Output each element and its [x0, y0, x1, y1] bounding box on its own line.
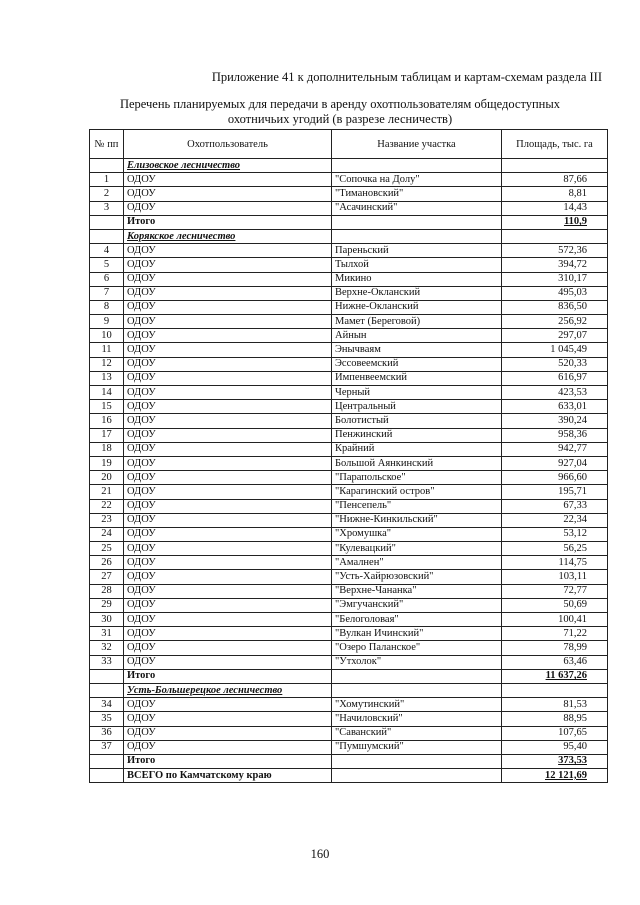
- row-site-name: "Саванский": [332, 726, 502, 740]
- row-number: 6: [90, 272, 124, 286]
- table-body: [90, 159, 608, 783]
- row-number: 5: [90, 258, 124, 272]
- table-row: [90, 740, 608, 754]
- row-area: 572,36: [502, 244, 608, 258]
- table-row: [90, 471, 608, 485]
- row-site-name: [332, 754, 502, 768]
- table-row: [90, 357, 608, 371]
- section-label: Елизовское лесничество: [124, 159, 332, 173]
- table-row: [90, 329, 608, 343]
- row-area: 256,92: [502, 315, 608, 329]
- section-label: Корякское лесничество: [124, 229, 332, 243]
- row-user: ОДОУ: [124, 201, 332, 215]
- row-site-name: Центральный: [332, 400, 502, 414]
- row-site-name: "Тимановский": [332, 187, 502, 201]
- row-number: 31: [90, 627, 124, 641]
- row-site-name: Тылхой: [332, 258, 502, 272]
- subtotal-label: Итого: [124, 754, 332, 768]
- row-area: 390,24: [502, 414, 608, 428]
- subtotal-label: Итого: [124, 669, 332, 683]
- row-site-name: "Эмгучанский": [332, 598, 502, 612]
- row-user: ОДОУ: [124, 485, 332, 499]
- row-user: ОДОУ: [124, 329, 332, 343]
- table-row: [90, 442, 608, 456]
- row-user: ОДОУ: [124, 655, 332, 669]
- subtotal-row: [90, 215, 608, 229]
- table-row: [90, 272, 608, 286]
- row-number: [90, 754, 124, 768]
- row-area: 958,36: [502, 428, 608, 442]
- row-user: ОДОУ: [124, 357, 332, 371]
- row-user: ОДОУ: [124, 286, 332, 300]
- row-user: ОДОУ: [124, 371, 332, 385]
- row-site-name: "Белоголовая": [332, 613, 502, 627]
- row-area: 114,75: [502, 556, 608, 570]
- row-number: 25: [90, 542, 124, 556]
- row-site-name: "Озеро Паланское": [332, 641, 502, 655]
- table-row: [90, 655, 608, 669]
- row-area: 8,81: [502, 187, 608, 201]
- row-number: 36: [90, 726, 124, 740]
- row-number: 10: [90, 329, 124, 343]
- row-user: ОДОУ: [124, 613, 332, 627]
- row-user: ОДОУ: [124, 272, 332, 286]
- table-row: [90, 513, 608, 527]
- column-header-user: Охотпользователь: [124, 130, 332, 159]
- row-site-name: [332, 769, 502, 783]
- row-site-name: [332, 683, 502, 697]
- row-user: ОДОУ: [124, 584, 332, 598]
- row-number: 26: [90, 556, 124, 570]
- row-area: 71,22: [502, 627, 608, 641]
- row-number: 1: [90, 173, 124, 187]
- row-area: 107,65: [502, 726, 608, 740]
- row-site-name: Крайний: [332, 442, 502, 456]
- table-row: [90, 584, 608, 598]
- row-number: 37: [90, 740, 124, 754]
- row-number: 24: [90, 527, 124, 541]
- row-number: [90, 669, 124, 683]
- row-user: ОДОУ: [124, 428, 332, 442]
- row-area: 88,95: [502, 712, 608, 726]
- row-number: 20: [90, 471, 124, 485]
- row-area: 56,25: [502, 542, 608, 556]
- document-title: [80, 97, 600, 127]
- row-site-name: Большой Аянкинский: [332, 456, 502, 470]
- row-number: 14: [90, 386, 124, 400]
- row-number: [90, 229, 124, 243]
- row-site-name: "Сопочка на Долу": [332, 173, 502, 187]
- table-row: [90, 726, 608, 740]
- row-site-name: "Нижне-Кинкильский": [332, 513, 502, 527]
- row-area: 50,69: [502, 598, 608, 612]
- row-area: 310,17: [502, 272, 608, 286]
- row-area: 633,01: [502, 400, 608, 414]
- row-user: ОДОУ: [124, 598, 332, 612]
- row-area: 81,53: [502, 698, 608, 712]
- row-number: 13: [90, 371, 124, 385]
- column-header-number: № пп: [90, 130, 124, 159]
- row-number: 27: [90, 570, 124, 584]
- row-area: 836,50: [502, 300, 608, 314]
- row-site-name: "Хромушка": [332, 527, 502, 541]
- row-user: ОДОУ: [124, 315, 332, 329]
- table-row: [90, 315, 608, 329]
- row-area: [502, 683, 608, 697]
- table-row: [90, 627, 608, 641]
- row-area: 22,34: [502, 513, 608, 527]
- table-row: [90, 343, 608, 357]
- table-row: [90, 712, 608, 726]
- row-area: 53,12: [502, 527, 608, 541]
- row-site-name: "Пумшумский": [332, 740, 502, 754]
- table-row: [90, 414, 608, 428]
- row-user: ОДОУ: [124, 343, 332, 357]
- row-number: 30: [90, 613, 124, 627]
- subtotal-area: 11 637,26: [502, 669, 608, 683]
- row-number: 23: [90, 513, 124, 527]
- row-area: 394,72: [502, 258, 608, 272]
- row-user: ОДОУ: [124, 442, 332, 456]
- row-number: 17: [90, 428, 124, 442]
- table-row: [90, 258, 608, 272]
- row-user: ОДОУ: [124, 527, 332, 541]
- table-row: [90, 400, 608, 414]
- row-number: 19: [90, 456, 124, 470]
- row-site-name: "Вулкан Ичинский": [332, 627, 502, 641]
- appendix-caption: Приложение 41 к дополнительным таблицам и картам-схемам раздела III: [211, 70, 602, 84]
- row-area: 78,99: [502, 641, 608, 655]
- table-row: [90, 556, 608, 570]
- subtotal-label: Итого: [124, 215, 332, 229]
- row-user: ОДОУ: [124, 456, 332, 470]
- row-user: ОДОУ: [124, 187, 332, 201]
- row-user: ОДОУ: [124, 300, 332, 314]
- table-row: [90, 613, 608, 627]
- table-row: [90, 286, 608, 300]
- row-site-name: Энычваям: [332, 343, 502, 357]
- row-number: [90, 159, 124, 173]
- row-site-name: Айнын: [332, 329, 502, 343]
- row-number: 4: [90, 244, 124, 258]
- row-site-name: [332, 215, 502, 229]
- row-user: ОДОУ: [124, 400, 332, 414]
- page-number: 160: [310, 847, 330, 861]
- row-area: 103,11: [502, 570, 608, 584]
- row-area: 63,46: [502, 655, 608, 669]
- row-site-name: "Карагинский остров": [332, 485, 502, 499]
- row-area: 966,60: [502, 471, 608, 485]
- row-area: 195,71: [502, 485, 608, 499]
- row-number: 16: [90, 414, 124, 428]
- row-area: [502, 159, 608, 173]
- row-area: 520,33: [502, 357, 608, 371]
- row-user: ОДОУ: [124, 499, 332, 513]
- row-number: 28: [90, 584, 124, 598]
- row-number: 11: [90, 343, 124, 357]
- table-row: [90, 542, 608, 556]
- grand-total-area: 12 121,69: [502, 769, 608, 783]
- row-area: 72,77: [502, 584, 608, 598]
- row-number: 15: [90, 400, 124, 414]
- grand-total-row: [90, 769, 608, 783]
- row-site-name: Микино: [332, 272, 502, 286]
- row-user: ОДОУ: [124, 570, 332, 584]
- row-number: 7: [90, 286, 124, 300]
- row-number: 3: [90, 201, 124, 215]
- row-user: ОДОУ: [124, 627, 332, 641]
- row-area: 14,43: [502, 201, 608, 215]
- document-title-line-1: Перечень планируемых для передачи в аренду охотпользователям общедоступных: [119, 97, 561, 111]
- table-row: [90, 698, 608, 712]
- subtotal-row: [90, 754, 608, 768]
- table-row: [90, 499, 608, 513]
- row-user: ОДОУ: [124, 698, 332, 712]
- row-area: 95,40: [502, 740, 608, 754]
- row-number: 9: [90, 315, 124, 329]
- section-row: [90, 229, 608, 243]
- row-site-name: Верхне-Окланский: [332, 286, 502, 300]
- row-number: 21: [90, 485, 124, 499]
- row-site-name: [332, 669, 502, 683]
- row-area: 100,41: [502, 613, 608, 627]
- row-site-name: "Усть-Хайрюзовский": [332, 570, 502, 584]
- column-header-area: Площадь, тыс. га: [502, 130, 608, 159]
- row-site-name: [332, 229, 502, 243]
- row-site-name: "Начиловский": [332, 712, 502, 726]
- row-site-name: [332, 159, 502, 173]
- row-user: ОДОУ: [124, 542, 332, 556]
- row-site-name: "Асачинский": [332, 201, 502, 215]
- row-site-name: "Парапольское": [332, 471, 502, 485]
- section-label: Усть-Большерецкое лесничество: [124, 683, 332, 697]
- section-row: [90, 159, 608, 173]
- table-row: [90, 641, 608, 655]
- row-number: 29: [90, 598, 124, 612]
- row-site-name: "Утхолок": [332, 655, 502, 669]
- table-row: [90, 456, 608, 470]
- table-row: [90, 371, 608, 385]
- row-area: [502, 229, 608, 243]
- row-user: ОДОУ: [124, 726, 332, 740]
- row-area: 87,66: [502, 173, 608, 187]
- row-area: 297,07: [502, 329, 608, 343]
- table-row: [90, 244, 608, 258]
- row-area: 927,04: [502, 456, 608, 470]
- row-number: [90, 769, 124, 783]
- row-user: ОДОУ: [124, 556, 332, 570]
- row-number: [90, 683, 124, 697]
- row-user: ОДОУ: [124, 740, 332, 754]
- row-number: 32: [90, 641, 124, 655]
- table-row: [90, 187, 608, 201]
- document-title-line-2: охотничьих угодий (в разрезе лесничеств): [227, 112, 453, 126]
- row-site-name: "Пенсепель": [332, 499, 502, 513]
- table-row: [90, 485, 608, 499]
- row-user: ОДОУ: [124, 386, 332, 400]
- row-number: 33: [90, 655, 124, 669]
- table-row: [90, 428, 608, 442]
- row-number: 34: [90, 698, 124, 712]
- hunting-grounds-table: [89, 129, 608, 783]
- table-row: [90, 598, 608, 612]
- row-number: 12: [90, 357, 124, 371]
- row-site-name: Импенвеемский: [332, 371, 502, 385]
- row-site-name: "Хомутинский": [332, 698, 502, 712]
- row-site-name: Пареньский: [332, 244, 502, 258]
- row-number: 2: [90, 187, 124, 201]
- section-row: [90, 683, 608, 697]
- row-number: 22: [90, 499, 124, 513]
- row-area: 1 045,49: [502, 343, 608, 357]
- row-area: 942,77: [502, 442, 608, 456]
- row-site-name: "Кулевацкий": [332, 542, 502, 556]
- row-site-name: "Амалнен": [332, 556, 502, 570]
- row-site-name: Пенжинский: [332, 428, 502, 442]
- row-user: ОДОУ: [124, 712, 332, 726]
- row-area: 67,33: [502, 499, 608, 513]
- row-user: ОДОУ: [124, 471, 332, 485]
- row-site-name: Нижне-Окланский: [332, 300, 502, 314]
- row-site-name: Болотистый: [332, 414, 502, 428]
- subtotal-row: [90, 669, 608, 683]
- subtotal-area: 110,9: [502, 215, 608, 229]
- row-user: ОДОУ: [124, 258, 332, 272]
- row-site-name: Черный: [332, 386, 502, 400]
- table-row: [90, 201, 608, 215]
- row-user: ОДОУ: [124, 513, 332, 527]
- table-row: [90, 386, 608, 400]
- row-area: 616,97: [502, 371, 608, 385]
- row-area: 423,53: [502, 386, 608, 400]
- table-row: [90, 173, 608, 187]
- subtotal-area: 373,53: [502, 754, 608, 768]
- table-row: [90, 300, 608, 314]
- row-user: ОДОУ: [124, 244, 332, 258]
- table-row: [90, 570, 608, 584]
- row-user: ОДОУ: [124, 173, 332, 187]
- row-area: 495,03: [502, 286, 608, 300]
- row-site-name: Эссовеемский: [332, 357, 502, 371]
- row-number: 8: [90, 300, 124, 314]
- row-site-name: Мамет (Береговой): [332, 315, 502, 329]
- row-number: 35: [90, 712, 124, 726]
- row-number: [90, 215, 124, 229]
- row-number: 18: [90, 442, 124, 456]
- table-row: [90, 527, 608, 541]
- grand-total-label: ВСЕГО по Камчатскому краю: [124, 769, 332, 783]
- row-user: ОДОУ: [124, 641, 332, 655]
- row-site-name: "Верхне-Чананка": [332, 584, 502, 598]
- table-header-row: [90, 130, 608, 159]
- row-user: ОДОУ: [124, 414, 332, 428]
- column-header-site-name: Название участка: [332, 130, 502, 159]
